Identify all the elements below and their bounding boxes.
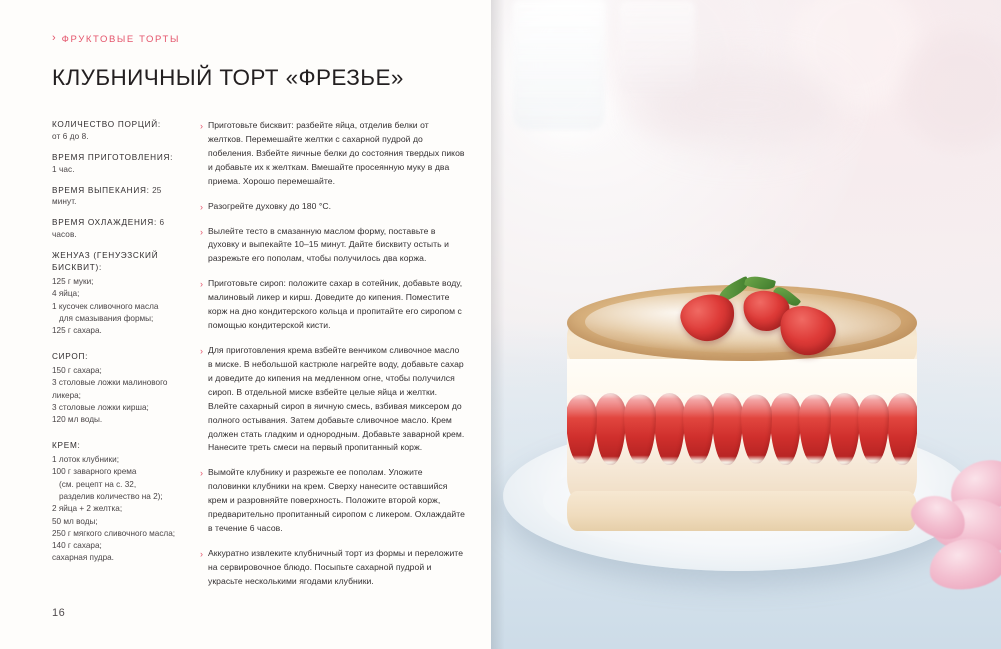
ingredient-group bbox=[52, 351, 178, 427]
instruction-text: Приготовьте сироп: положите сахар в сотейник, добавьте воду, малиновый ликер и кирш. Доведите до кипения. Поместите корж на дно кондитерского кольца и пропитайте его сиропом с помощью кондитерской кисти. bbox=[208, 278, 463, 331]
ingredient-group bbox=[52, 440, 178, 565]
meta-label: ВРЕМЯ ОХЛАЖДЕНИЯ: bbox=[52, 218, 157, 228]
ingredient-group-title: ЖЕНУАЗ (ГЕНУЭЗСКИЙ БИСКВИТ): bbox=[52, 251, 159, 272]
sponge-layer-bottom bbox=[567, 491, 917, 531]
recipe-text-page bbox=[0, 0, 491, 649]
meta-label: КОЛИЧЕСТВО ПОРЦИЙ: bbox=[52, 120, 161, 129]
instruction-text: Разогрейте духовку до 180 °С. bbox=[208, 200, 332, 211]
ingredient-item: ликера; bbox=[52, 390, 81, 400]
instruction-text: Приготовьте бисквит: разбейте яйца, отделив белки от желтков. Перемешайте желтки с сахарной пудрой до побеления. Взбейте яичные белки до состояния твердых пиков и добавьте их к желткам. Вмешайте просеянную муку в два приема. Хорошо перемешайте. bbox=[208, 120, 465, 186]
ingredient-item: (см. рецепт на с. 32, bbox=[59, 479, 137, 489]
ingredient-group-title: СИРОП: bbox=[52, 351, 89, 361]
ingredient-item: 250 г мягкого сливочного масла; bbox=[52, 528, 176, 538]
ingredient-item: 140 г сахара; bbox=[52, 541, 102, 551]
ingredient-item: 50 мл воды; bbox=[52, 516, 98, 526]
instruction-text: Для приготовления крема взбейте венчиком сливочное масло в миске. В небольшой кастрюле нагрейте воду, добавьте сахар и доведите до кипения на медленном огне, чтобы получился сироп. В отдельной миске взбейте целые яйца и желтки. Влейте сахарный сироп в яичную смесь, взбивая миксером до полного остывания. Затем добавьте сливочное масло. Крем должен стать гладким и однородным. Добавьте заварной крем. Нанесите треть смеси на первый пропитанный корж. bbox=[208, 344, 465, 453]
meta-row bbox=[52, 152, 178, 176]
drinking-glass bbox=[513, 0, 605, 130]
page-title: КЛУБНИЧНЫЙ ТОРТ «ФРЕЗЬЕ» bbox=[52, 65, 404, 90]
instruction-step bbox=[200, 547, 465, 589]
section-kicker bbox=[52, 34, 465, 45]
ingredient-item: 3 столовые ложки малинового bbox=[52, 378, 168, 388]
strawberry-half bbox=[799, 394, 830, 463]
strawberry-cake bbox=[567, 285, 917, 531]
strawberry-half bbox=[741, 394, 772, 463]
chevron-right-icon: › bbox=[200, 279, 203, 290]
ingredients-column bbox=[52, 117, 178, 578]
ingredient-item: сахарная пудра. bbox=[52, 553, 114, 563]
strawberry-half bbox=[770, 393, 801, 465]
ingredient-item: 150 г сахара; bbox=[52, 366, 102, 376]
meta-value: 1 час. bbox=[52, 164, 75, 174]
ingredient-item: 120 мл воды. bbox=[52, 415, 103, 425]
meta-value: 6 часов. bbox=[52, 218, 165, 240]
powdered-sugar-dusting bbox=[585, 291, 901, 353]
strawberry-layer bbox=[567, 393, 917, 465]
flower-petal bbox=[926, 534, 1001, 594]
section-kicker-label: ФРУКТОВЫЕ ТОРТЫ bbox=[61, 34, 180, 45]
ingredient-group-title: КРЕМ: bbox=[52, 440, 81, 450]
ingredient-item: 4 яйца; bbox=[52, 289, 80, 299]
chevron-right-icon: › bbox=[200, 468, 203, 479]
strawberry-half bbox=[624, 394, 655, 463]
chevron-right-icon: › bbox=[52, 32, 56, 44]
instruction-step bbox=[200, 344, 465, 455]
strawberry-half bbox=[683, 394, 714, 463]
meta-label: ВРЕМЯ ПРИГОТОВЛЕНИЯ: bbox=[52, 152, 174, 162]
meta-label: ВРЕМЯ ВЫПЕКАНИЯ: bbox=[52, 185, 150, 195]
ingredient-item: разделив количество на 2); bbox=[59, 491, 163, 501]
chevron-right-icon: › bbox=[200, 345, 203, 356]
meta-row bbox=[52, 217, 178, 241]
meta-value: от 6 до 8. bbox=[52, 131, 89, 141]
strawberry-half bbox=[858, 394, 889, 463]
ingredient-item: 125 г сахара. bbox=[52, 326, 102, 336]
ingredient-item: 100 г заварного крема bbox=[52, 467, 137, 477]
page-number: 16 bbox=[52, 607, 66, 619]
recipe-photo-page bbox=[491, 0, 1001, 649]
ingredient-item: 2 яйца + 2 желтка; bbox=[52, 504, 123, 514]
strawberry-half bbox=[567, 394, 597, 463]
strawberry-half bbox=[595, 393, 626, 465]
pink-flower bbox=[891, 447, 1001, 597]
recipe-columns bbox=[52, 117, 465, 600]
ingredient-group bbox=[52, 250, 178, 337]
ingredient-item: 3 столовые ложки кирша; bbox=[52, 402, 149, 412]
ingredient-item: 1 кусочек сливочного масла bbox=[52, 301, 159, 311]
chevron-right-icon: › bbox=[200, 548, 203, 559]
instruction-text: Аккуратно извлеките клубничный торт из формы и переложите на сервировочное блюдо. Посыпьте сахарной пудрой и украсьте несколькими ягодами клубники. bbox=[208, 547, 464, 586]
strawberry-half bbox=[654, 393, 685, 465]
chevron-right-icon: › bbox=[200, 121, 203, 131]
strawberry-half bbox=[829, 393, 860, 465]
ingredient-item: для смазывания формы; bbox=[59, 313, 154, 323]
ingredient-item: 1 лоток клубники; bbox=[52, 455, 119, 465]
instruction-step bbox=[200, 119, 465, 189]
instruction-step bbox=[200, 225, 465, 267]
strawberry-half bbox=[712, 393, 743, 465]
ingredient-item: 125 г муки; bbox=[52, 277, 94, 287]
meta-row bbox=[52, 119, 178, 143]
instructions-column bbox=[200, 117, 465, 600]
instruction-step bbox=[200, 277, 465, 333]
chevron-right-icon: › bbox=[200, 226, 203, 237]
instruction-text: Вымойте клубнику и разрежьте ее пополам. Уложите половинки клубники на крем. Сверху нанесите оставшийся крем и разровняйте поверхность. Положите второй корж, предварительно пропитанный сиропом с ликером. Охлаждайте в течение 6 часов. bbox=[208, 467, 465, 534]
drinking-glass bbox=[619, 0, 695, 92]
chevron-right-icon: › bbox=[200, 201, 203, 212]
cake-photograph bbox=[491, 0, 1001, 649]
meta-row bbox=[52, 185, 178, 209]
meta-value: 25 минут. bbox=[52, 185, 162, 207]
instruction-step bbox=[200, 200, 465, 214]
instruction-step bbox=[200, 466, 465, 536]
instruction-text: Вылейте тесто в смазанную маслом форму, поставьте в духовку и выпекайте 10–15 минут. Дайте бисквиту остыть и разрежьте его пополам, чтобы получилось два коржа. bbox=[208, 225, 449, 264]
